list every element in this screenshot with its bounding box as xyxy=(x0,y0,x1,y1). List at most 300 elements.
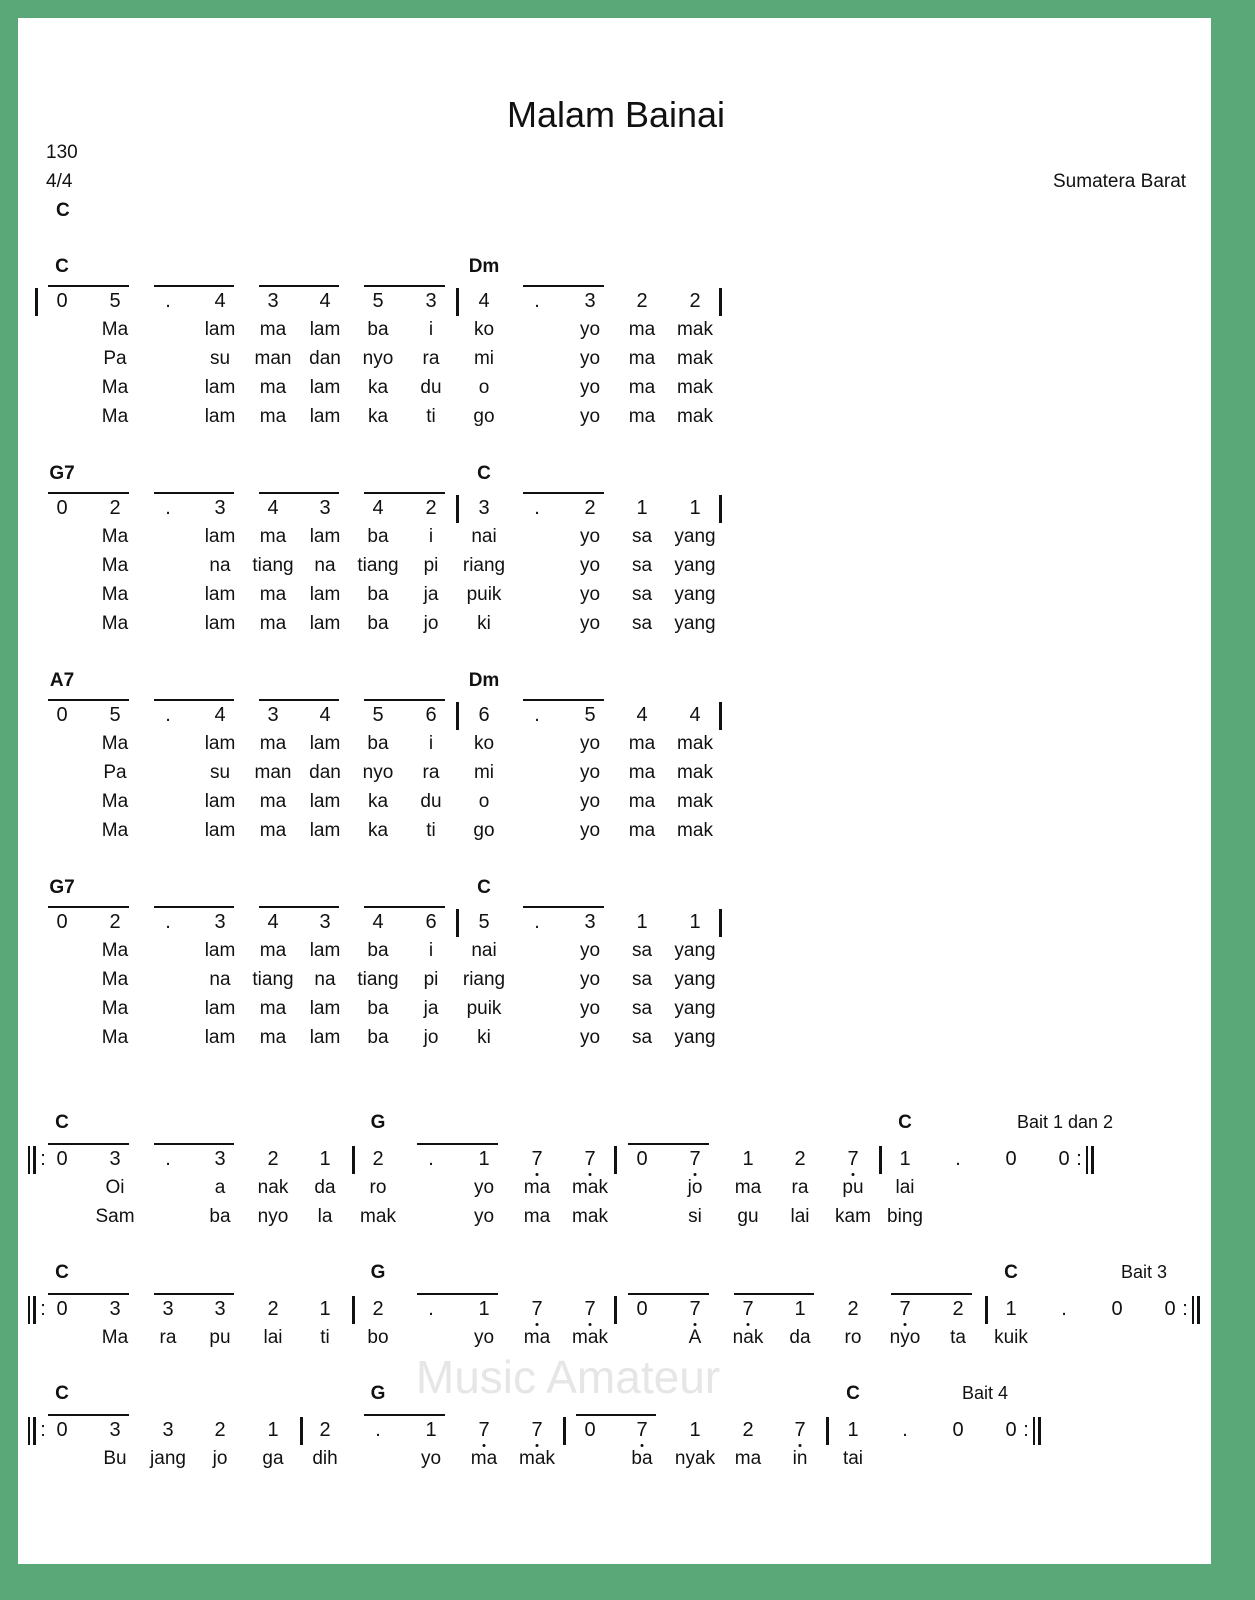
lyric-syllable: tiang xyxy=(357,555,399,576)
song-origin: Sumatera Barat xyxy=(1053,171,1187,192)
lyric-syllable: mi xyxy=(473,348,495,369)
lyric-syllable: Ma xyxy=(101,555,129,576)
chord-symbol: C xyxy=(846,1383,860,1404)
lyric-syllable: i xyxy=(428,733,434,754)
note: 5 xyxy=(584,704,596,726)
note: 6 xyxy=(425,911,437,933)
chord-symbol: G xyxy=(370,1262,386,1283)
verse-label: Bait 3 xyxy=(1120,1262,1168,1282)
lyric-syllable: lam xyxy=(204,1027,236,1048)
note: 3 xyxy=(214,1298,226,1320)
lyric-syllable: lam xyxy=(309,584,341,605)
lyric-syllable: ma xyxy=(523,1177,551,1198)
lyric-syllable: yang xyxy=(674,1027,716,1048)
bar-line xyxy=(719,702,722,730)
lyric-syllable: mak xyxy=(360,1206,396,1227)
lyric-syllable: yo xyxy=(579,969,601,990)
lyric-syllable: mak xyxy=(572,1206,608,1227)
note: 4 xyxy=(636,704,648,726)
lyric-syllable: su xyxy=(209,762,231,783)
lyric-syllable: ba xyxy=(367,940,389,961)
lyric-syllable: yang xyxy=(674,969,716,990)
note: 2 xyxy=(372,1148,384,1170)
lyric-syllable: ro xyxy=(844,1327,862,1348)
note: 0 xyxy=(636,1298,648,1320)
lyric-syllable: Pa xyxy=(103,762,127,783)
lyric-syllable: yo xyxy=(579,584,601,605)
note: 5 xyxy=(109,704,121,726)
note: . xyxy=(1061,1298,1067,1320)
lyric-syllable: ki xyxy=(477,613,491,634)
lyric-syllable: ra xyxy=(791,1177,809,1198)
lyric-syllable: na xyxy=(209,969,231,990)
eighth-beam xyxy=(259,699,339,701)
lyric-syllable: dan xyxy=(309,348,341,369)
lyric-syllable: da xyxy=(314,1177,336,1198)
bar-line xyxy=(614,1296,617,1324)
lyric-syllable: mak xyxy=(572,1327,608,1348)
lyric-syllable: ra xyxy=(422,348,440,369)
eighth-beam xyxy=(48,1143,129,1145)
note: . xyxy=(165,497,171,519)
eighth-beam xyxy=(259,906,339,908)
note: 2 xyxy=(372,1298,384,1320)
lyric-syllable: mak xyxy=(677,348,713,369)
lyric-syllable: yo xyxy=(579,791,601,812)
lyric-syllable: yo xyxy=(579,555,601,576)
note: 1 xyxy=(1005,1298,1017,1320)
bar-line xyxy=(28,1417,30,1445)
lyric-syllable: ma xyxy=(628,762,656,783)
note: 1 xyxy=(636,497,648,519)
lyric-syllable: ka xyxy=(367,377,389,398)
lyric-syllable: jang xyxy=(150,1448,186,1469)
note: 4 xyxy=(267,911,279,933)
eighth-beam xyxy=(364,492,445,494)
bar-line xyxy=(985,1296,988,1324)
lyric-syllable: lam xyxy=(204,613,236,634)
lyric-syllable: o xyxy=(478,791,490,812)
bar-line xyxy=(826,1417,829,1445)
note: 5 xyxy=(372,704,384,726)
lyric-syllable: na xyxy=(314,555,336,576)
verse-label: Bait 4 xyxy=(961,1383,1009,1403)
chord-symbol: C xyxy=(898,1112,912,1133)
bar-line xyxy=(456,702,459,730)
eighth-beam xyxy=(154,1293,234,1295)
note: 1 xyxy=(742,1148,754,1170)
lyric-syllable: Ma xyxy=(101,1327,129,1348)
eighth-beam xyxy=(364,1414,445,1416)
note: . xyxy=(534,497,540,519)
lyric-syllable: nyo xyxy=(362,762,394,783)
note: . xyxy=(165,290,171,312)
lyric-syllable: man xyxy=(254,348,292,369)
bar-line xyxy=(879,1146,882,1174)
lyric-syllable: lam xyxy=(309,998,341,1019)
note: 5 xyxy=(109,290,121,312)
note: 7 xyxy=(531,1298,543,1320)
lyric-syllable: ja xyxy=(423,998,439,1019)
lyric-syllable: ki xyxy=(477,1027,491,1048)
lyric-syllable: na xyxy=(209,555,231,576)
lyric-syllable: ma xyxy=(523,1327,551,1348)
lyric-syllable: Sam xyxy=(95,1206,135,1227)
lyric-syllable: nyo xyxy=(362,348,394,369)
lyric-syllable: ma xyxy=(259,791,287,812)
lyric-syllable: sa xyxy=(631,613,653,634)
bar-line xyxy=(35,288,38,316)
lyric-syllable: nak xyxy=(732,1327,764,1348)
eighth-beam xyxy=(417,1293,498,1295)
note: 7 xyxy=(689,1148,701,1170)
lyric-syllable: lam xyxy=(204,319,236,340)
lyric-syllable: Ma xyxy=(101,998,129,1019)
lyric-syllable: ko xyxy=(473,733,495,754)
lyric-syllable: ma xyxy=(628,319,656,340)
lyric-syllable: Ma xyxy=(101,940,129,961)
lyric-syllable: nai xyxy=(471,526,497,547)
lyric-syllable: ba xyxy=(367,584,389,605)
lyric-syllable: tiang xyxy=(357,969,399,990)
lyric-syllable: yo xyxy=(579,733,601,754)
lyric-syllable: yo xyxy=(579,1027,601,1048)
lyric-syllable: mak xyxy=(677,791,713,812)
note: 4 xyxy=(267,497,279,519)
lyric-syllable: ka xyxy=(367,820,389,841)
chord-symbol: C xyxy=(55,256,69,277)
lyric-syllable: du xyxy=(420,791,442,812)
eighth-beam xyxy=(48,492,129,494)
note: 0 xyxy=(56,704,68,726)
lyric-syllable: yo xyxy=(579,377,601,398)
eighth-beam xyxy=(48,1293,129,1295)
note: . xyxy=(534,290,540,312)
lyric-syllable: Ma xyxy=(101,969,129,990)
note: 2 xyxy=(214,1419,226,1441)
lyric-syllable: jo xyxy=(687,1177,703,1198)
lyric-syllable: lam xyxy=(204,526,236,547)
lyric-syllable: nyo xyxy=(889,1327,921,1348)
lyric-syllable: lam xyxy=(309,1027,341,1048)
note: 7 xyxy=(531,1148,543,1170)
bar-line xyxy=(352,1296,355,1324)
lyric-syllable: ba xyxy=(367,1027,389,1048)
note: 3 xyxy=(162,1298,174,1320)
lyric-syllable: tiang xyxy=(252,555,294,576)
chord-symbol: Dm xyxy=(468,670,500,691)
watermark: Music Amateur xyxy=(415,1351,721,1403)
lyric-syllable: o xyxy=(478,377,490,398)
eighth-beam xyxy=(48,1414,129,1416)
chord-symbol: G7 xyxy=(49,877,75,898)
lyric-syllable: puik xyxy=(466,584,502,605)
note: 7 xyxy=(531,1419,543,1441)
lyric-syllable: sa xyxy=(631,998,653,1019)
lyric-syllable: yang xyxy=(674,526,716,547)
note: 4 xyxy=(372,911,384,933)
note: 2 xyxy=(584,497,596,519)
lyric-syllable: riang xyxy=(462,969,506,990)
lyric-syllable: Ma xyxy=(101,733,129,754)
eighth-beam xyxy=(523,285,604,287)
lyric-syllable: lam xyxy=(309,791,341,812)
lyric-syllable: ba xyxy=(631,1448,653,1469)
lyric-syllable: Ma xyxy=(101,406,129,427)
chord-symbol: Dm xyxy=(468,256,500,277)
lyric-syllable: lai xyxy=(895,1177,915,1198)
lyric-syllable: Bu xyxy=(103,1448,127,1469)
lyric-syllable: a xyxy=(214,1177,226,1198)
lyric-syllable: lam xyxy=(204,791,236,812)
note: . xyxy=(428,1148,434,1170)
note: 7 xyxy=(899,1298,911,1320)
note: . xyxy=(902,1419,908,1441)
lyric-syllable: lam xyxy=(309,613,341,634)
note: 1 xyxy=(689,497,701,519)
lyric-syllable: Oi xyxy=(105,1177,125,1198)
note: 3 xyxy=(214,497,226,519)
lyric-syllable: yo xyxy=(473,1327,495,1348)
note: 2 xyxy=(794,1148,806,1170)
note: 1 xyxy=(478,1148,490,1170)
eighth-beam xyxy=(628,1293,709,1295)
bar-line xyxy=(456,495,459,523)
lyric-syllable: sa xyxy=(631,526,653,547)
lyric-syllable: mak xyxy=(677,820,713,841)
lyric-syllable: yang xyxy=(674,555,716,576)
eighth-beam xyxy=(628,1143,709,1145)
lyric-syllable: yang xyxy=(674,613,716,634)
note: 0 xyxy=(1005,1148,1017,1170)
note: 0 xyxy=(56,290,68,312)
bar-line xyxy=(352,1146,355,1174)
lyric-syllable: ti xyxy=(426,406,436,427)
note: 0 xyxy=(56,1419,68,1441)
eighth-beam xyxy=(523,492,604,494)
lyric-syllable: lai xyxy=(263,1327,283,1348)
eighth-beam xyxy=(259,492,339,494)
lyric-syllable: gu xyxy=(737,1206,759,1227)
bar-line xyxy=(456,909,459,937)
lyric-syllable: kam xyxy=(835,1206,871,1227)
lyric-syllable: lam xyxy=(309,319,341,340)
lyric-syllable: nyak xyxy=(674,1448,716,1469)
note: 3 xyxy=(584,911,596,933)
lyric-syllable: sa xyxy=(631,969,653,990)
tempo: 130 xyxy=(46,142,78,163)
lyric-syllable: i xyxy=(428,526,434,547)
lyric-syllable: sa xyxy=(631,584,653,605)
lyric-syllable: ma xyxy=(628,733,656,754)
note: 1 xyxy=(689,1419,701,1441)
lyric-syllable: ma xyxy=(259,613,287,634)
note: 4 xyxy=(372,497,384,519)
lyric-syllable: mak xyxy=(572,1177,608,1198)
repeat-end-dots: : xyxy=(1023,1419,1029,1441)
note: 1 xyxy=(794,1298,806,1320)
bar-line xyxy=(300,1417,303,1445)
lyric-syllable: lam xyxy=(204,406,236,427)
chord-symbol: C xyxy=(55,1262,69,1283)
note: . xyxy=(165,1148,171,1170)
lyric-syllable: pu xyxy=(842,1177,864,1198)
note: 7 xyxy=(636,1419,648,1441)
bar-line xyxy=(719,495,722,523)
sheet-page xyxy=(18,18,1211,1564)
lyric-syllable: ma xyxy=(259,377,287,398)
lyric-syllable: A xyxy=(688,1327,702,1348)
note: 1 xyxy=(478,1298,490,1320)
note: 3 xyxy=(214,1148,226,1170)
note: 1 xyxy=(636,911,648,933)
note: . xyxy=(534,911,540,933)
note: 7 xyxy=(478,1419,490,1441)
note: . xyxy=(375,1419,381,1441)
lyric-syllable: yo xyxy=(420,1448,442,1469)
eighth-beam xyxy=(364,906,445,908)
note: 2 xyxy=(109,497,121,519)
note: 0 xyxy=(56,1298,68,1320)
lyric-syllable: mak xyxy=(519,1448,555,1469)
note: 1 xyxy=(319,1148,331,1170)
note: 3 xyxy=(162,1419,174,1441)
chord-symbol: G7 xyxy=(49,463,75,484)
lyric-syllable: na xyxy=(314,969,336,990)
note: 0 xyxy=(584,1419,596,1441)
note: 7 xyxy=(689,1298,701,1320)
note: 7 xyxy=(584,1298,596,1320)
lyric-syllable: ra xyxy=(422,762,440,783)
lyric-syllable: lam xyxy=(204,940,236,961)
note: 4 xyxy=(319,290,331,312)
lyric-syllable: mak xyxy=(677,319,713,340)
lyric-syllable: Ma xyxy=(101,526,129,547)
lyric-syllable: du xyxy=(420,377,442,398)
lyric-syllable: ma xyxy=(628,348,656,369)
eighth-beam xyxy=(734,1293,814,1295)
lyric-syllable: jo xyxy=(423,613,439,634)
note: 2 xyxy=(425,497,437,519)
key-signature: C xyxy=(56,200,70,221)
note: 4 xyxy=(689,704,701,726)
lyric-syllable: ma xyxy=(259,733,287,754)
note: 1 xyxy=(689,911,701,933)
chord-symbol: A7 xyxy=(49,670,75,691)
chord-symbol: C xyxy=(1004,1262,1018,1283)
lyric-syllable: Ma xyxy=(101,1027,129,1048)
eighth-beam xyxy=(48,906,129,908)
lyric-syllable: lam xyxy=(204,820,236,841)
lyric-syllable: ti xyxy=(426,820,436,841)
note: . xyxy=(165,911,171,933)
eighth-beam xyxy=(48,285,129,287)
bar-line xyxy=(563,1417,566,1445)
lyric-syllable: puik xyxy=(466,998,502,1019)
chord-symbol: C xyxy=(477,877,491,898)
note: 1 xyxy=(899,1148,911,1170)
lyric-syllable: riang xyxy=(462,555,506,576)
lyric-syllable: tiang xyxy=(252,969,294,990)
lyric-syllable: ba xyxy=(367,319,389,340)
note: 3 xyxy=(109,1148,121,1170)
lyric-syllable: ro xyxy=(369,1177,387,1198)
lyric-syllable: ba xyxy=(367,613,389,634)
note: 5 xyxy=(372,290,384,312)
eighth-beam xyxy=(154,285,234,287)
lyric-syllable: Ma xyxy=(101,377,129,398)
lyric-syllable: sa xyxy=(631,555,653,576)
eighth-beam xyxy=(523,699,604,701)
note: 4 xyxy=(214,290,226,312)
eighth-beam xyxy=(154,1143,234,1145)
lyric-syllable: ja xyxy=(423,584,439,605)
lyric-syllable: man xyxy=(254,762,292,783)
note: 5 xyxy=(478,911,490,933)
lyric-syllable: Ma xyxy=(101,319,129,340)
bar-line xyxy=(1033,1417,1035,1445)
lyric-syllable: ma xyxy=(259,1027,287,1048)
lyric-syllable: la xyxy=(317,1206,333,1227)
bar-line xyxy=(33,1417,36,1445)
lyric-syllable: i xyxy=(428,319,434,340)
eighth-beam xyxy=(417,1143,498,1145)
note: 2 xyxy=(742,1419,754,1441)
lyric-syllable: ma xyxy=(523,1206,551,1227)
repeat-start-dots: : xyxy=(40,1148,46,1170)
lyric-syllable: yo xyxy=(579,820,601,841)
lyric-syllable: nak xyxy=(257,1177,289,1198)
note: 6 xyxy=(425,704,437,726)
lyric-syllable: ta xyxy=(950,1327,966,1348)
note: 0 xyxy=(1005,1419,1017,1441)
lyric-syllable: yo xyxy=(579,762,601,783)
note: 4 xyxy=(214,704,226,726)
lyric-syllable: tai xyxy=(842,1448,864,1469)
repeat-end-dots: : xyxy=(1076,1148,1082,1170)
repeat-end-dots: : xyxy=(1182,1298,1188,1320)
chord-symbol: C xyxy=(477,463,491,484)
note: 2 xyxy=(952,1298,964,1320)
eighth-beam xyxy=(259,285,339,287)
lyric-syllable: Pa xyxy=(103,348,127,369)
lyric-syllable: mak xyxy=(677,733,713,754)
chord-symbol: G xyxy=(370,1383,386,1404)
note: 0 xyxy=(1111,1298,1123,1320)
lyric-syllable: ma xyxy=(259,940,287,961)
note: 7 xyxy=(794,1419,806,1441)
lyric-syllable: lam xyxy=(309,940,341,961)
lyric-syllable: mak xyxy=(677,406,713,427)
lyric-syllable: lam xyxy=(309,377,341,398)
lyric-syllable: yo xyxy=(579,998,601,1019)
lyric-syllable: yo xyxy=(579,940,601,961)
note: 3 xyxy=(267,704,279,726)
lyric-syllable: ma xyxy=(628,406,656,427)
lyric-syllable: ga xyxy=(262,1448,284,1469)
lyric-syllable: lam xyxy=(204,733,236,754)
chord-symbol: G xyxy=(370,1112,386,1133)
lyric-syllable: lam xyxy=(204,584,236,605)
note: . xyxy=(534,704,540,726)
note: 2 xyxy=(267,1148,279,1170)
lyric-syllable: nyo xyxy=(257,1206,289,1227)
lyric-syllable: pu xyxy=(209,1327,231,1348)
bar-line xyxy=(719,288,722,316)
lyric-syllable: ma xyxy=(628,377,656,398)
lyric-syllable: yo xyxy=(579,613,601,634)
lyric-syllable: sa xyxy=(631,1027,653,1048)
